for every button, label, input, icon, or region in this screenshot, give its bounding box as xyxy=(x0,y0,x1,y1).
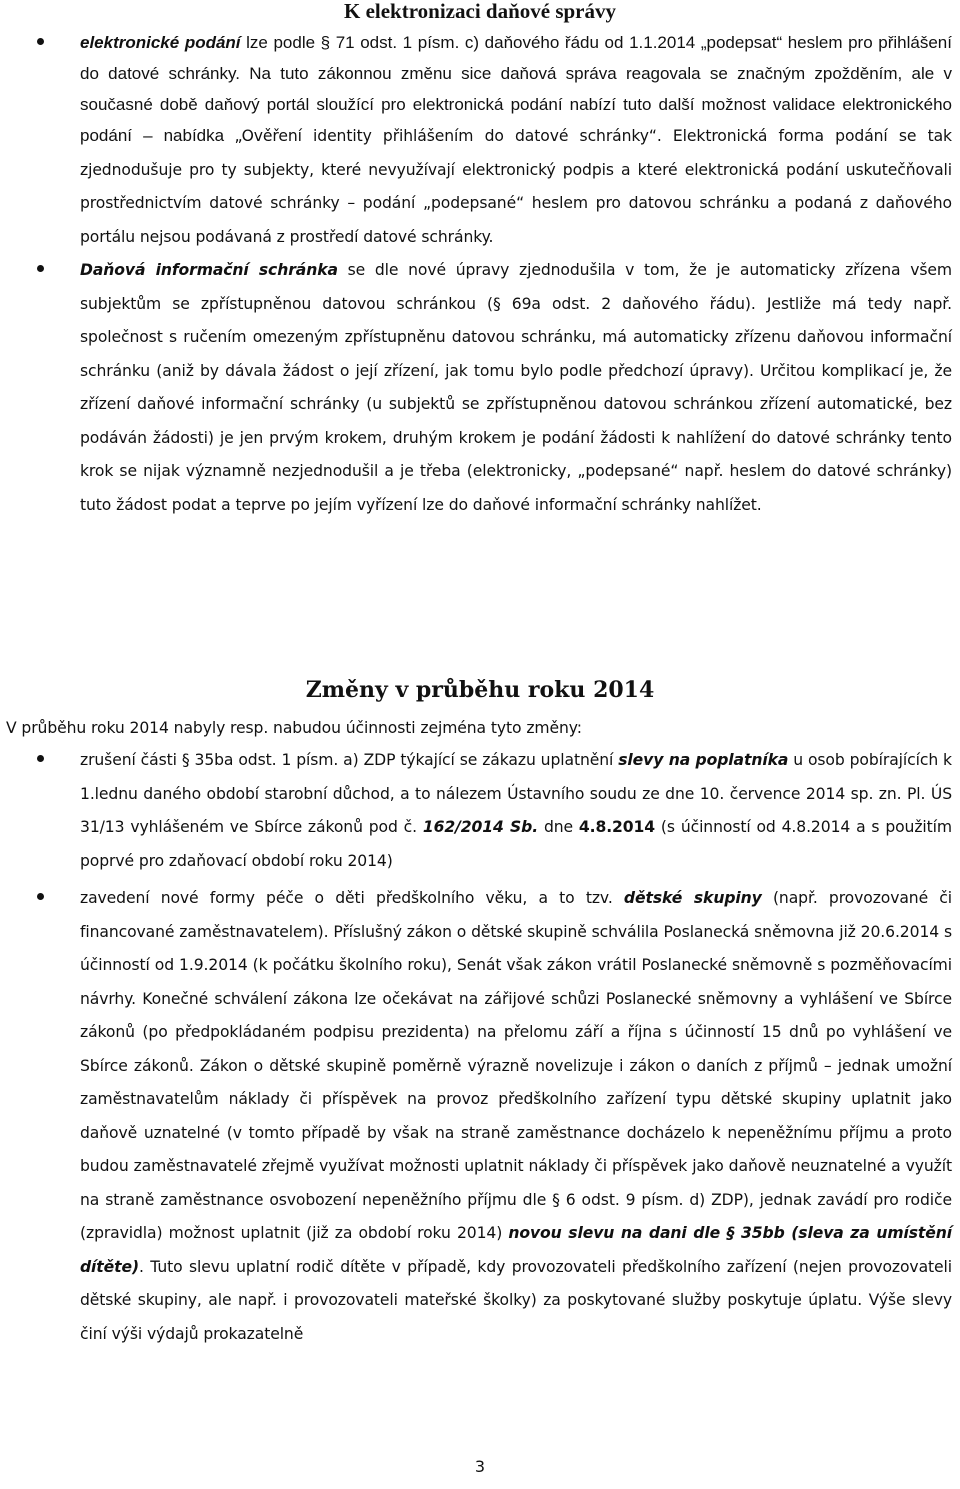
bullet-list-electronization xyxy=(0,27,960,522)
list-item xyxy=(0,882,960,1351)
intro-paragraph: V průběhu roku 2014 nabyly resp. nabudou účinnosti zejména tyto změny: xyxy=(6,719,582,737)
section-title-electronization: K elektronizaci daňové správy xyxy=(343,0,616,23)
bullet-icon xyxy=(37,893,44,900)
list-item-text: elektronické podání lze podle § 71 odst. 1 písm. c) daňového řádu od 1.1.2014 „podepsat“ heslem pro přihlášení do datové schránky. Na tuto zákonnou změnu sice daňová správa reagovala se značným zpožděním, ale v současné době daňový portál sloužící pro elektronická podání nabízí tuto další možnost validace elektronického podání – nabídka „Ověření identity přihlášením do datové schránky“. Elektronická forma podání se tak zjednodušuje pro ty subjekty, které nevyužívají elektronický podpis a které elektronická podání uskutečňovali prostřednictvím datové schránky – podání „podepsané“ heslem pro datovou schránku a podaná z daňového portálu nejsou podávaná z prostředí datové schránky. xyxy=(80,33,952,246)
list-item xyxy=(0,27,960,254)
list-item xyxy=(0,254,960,522)
term-tax-information-box: Daňová informační schránka xyxy=(80,261,338,279)
list-item-text: Daňová informační schránka se dle nové úpravy zjednodušila v tom, že je automaticky zřízena všem subjektům se zpřístupněnou datovou schránkou (§ 69a odst. 2 daňového řádu). Jestliže má tedy např. společnost s ručením omezeným zpřístupněnu datovou schránku, má automaticky zřízenu daňovou informační schránku (aniž by dávala žádost o její zřízení, jak tomu bylo podle předchozí úpravy). Určitou komplikací je, že zřízení daňové informační schránky (u subjektů se zpřístupněnou datovou schránkou zřízení automatické, bez podáván žádosti) je jen prvým krokem, druhým krokem je podání žádosti k nahlížení do datové schránky tento krok se nijak významně nezjednodušil a je třeba (elektronicky, „podepsané“ např. heslem do datové schránky) tuto žádost podat a teprve po jejím vyřízení lze do daňové informační schránky nahlížet. xyxy=(80,261,952,514)
bullet-icon xyxy=(37,38,44,45)
bullet-icon xyxy=(37,755,44,762)
list-item-text: zavedení nové formy péče o děti předškolního věku, a to tzv. dětské skupiny (např. provozované či financované zaměstnavatelem). Příslušný zákon o dětské skupině schválila Poslanecká sněmovna již 20.6.2014 s účinností od 1.9.2014 (k počátku školního roku), Senát však zákon vrátil Poslanecké sněmovně s pozměňovacími návrhy. Konečné schválení zákona lze očekávat na zářijové schůzi Poslanecké sněmovny a vyhlášení ve Sbírce zákonů (po předpokládaném podpisu prezidenta) na přelomu září a října s účinností 15 dnů po vyhlášení ve Sbírce zákonů. Zákon o dětské skupině poměrně výrazně novelizuje i zákon o daních z příjmů – jednak umožní zaměstnavatelům náklady či příspěvek na provoz předškolního zařízení typu dětské skupiny uplatnit jako daňově uznatelné (v tomto případě by však na straně zaměstnance docházelo k nepeněžnímu příjmu a proto budou zaměstnavatelé zřejmě využívat možnosti uplatnit náklady či příspěvek jako daňově neuznatelné a využít na straně zaměstnance osvobození nepeněžního příjmu dle § 6 odst. 9 písm. d) ZDP), jednak zavádí pro rodiče (zpravidla) možnost uplatnit (již za období roku 2014) novou slevu na dani dle § 35bb (sleva za umístění dítěte). Tuto slevu uplatní rodič dítěte v případě, kdy provozovateli předškolního zařízení (nejen provozovateli dětské skupiny, ale např. i provozovateli mateřské školky) za poskytované služby poskytuje úplatu. Výše slevy činí výši výdajů prokazatelně xyxy=(80,889,953,1343)
bullet-list-changes xyxy=(0,744,960,1351)
bullet-icon xyxy=(37,265,44,272)
list-item xyxy=(0,744,960,878)
section-title-changes-2014: Změny v průběhu roku 2014 xyxy=(305,677,655,703)
list-item-text: zrušení části § 35ba odst. 1 písm. a) ZDP týkající se zákazu uplatnění slevy na poplatníka u osob pobírajících k 1.lednu daného období starobní důchod, a to nálezem Ústavního soudu ze dne 10. července 2014 sp. zn. Pl. ÚS 31/13 vyhlášeném ve Sbírce zákonů pod č. 162/2014 Sb. dne 4.8.2014 (s účinností od 4.8.2014 a s použitím poprvé pro zdaňovací období roku 2014) xyxy=(80,751,952,870)
page-number: 3 xyxy=(474,1457,486,1476)
term-electronic-filing: elektronické podání xyxy=(80,33,241,52)
